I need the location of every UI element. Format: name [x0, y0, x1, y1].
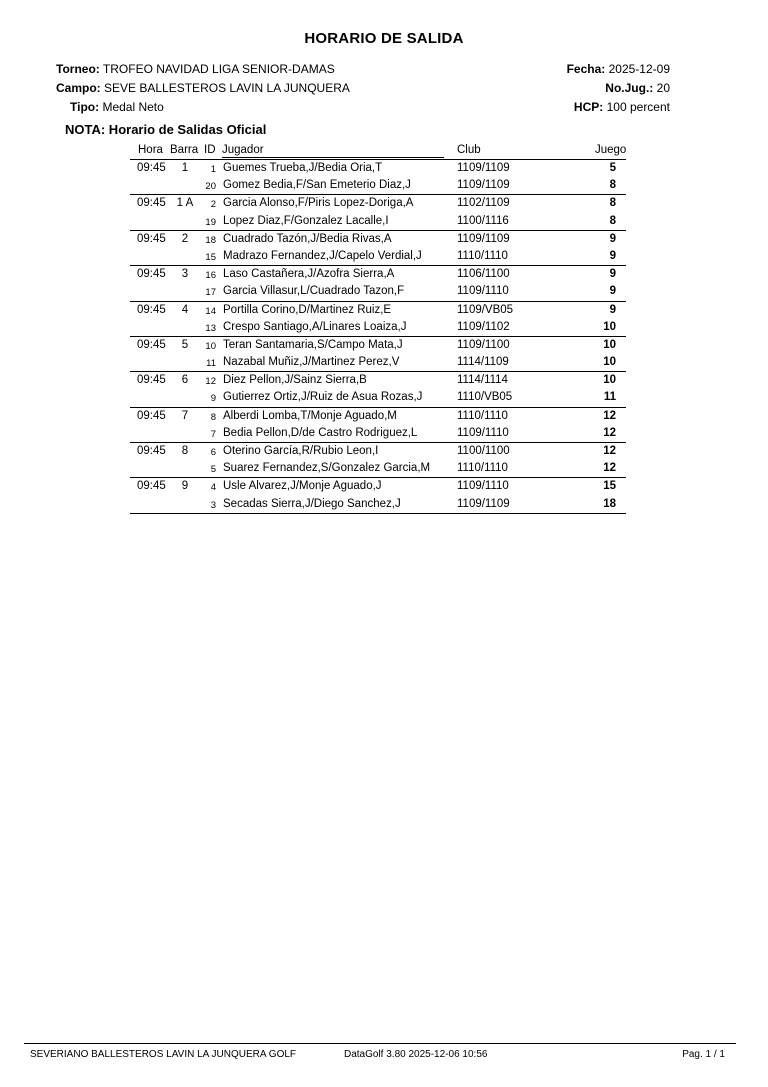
club-cell: 1110/1110 [457, 462, 508, 475]
barra-cell: 1 [181, 162, 189, 174]
id-cell: 4 [210, 482, 216, 494]
nojug-value: 20 [656, 81, 670, 95]
juego-cell: 9 [609, 232, 616, 245]
juego-cell: 10 [603, 338, 616, 351]
tee-group [130, 407, 626, 442]
jugador-cell: Garcia Alonso,F/Piris Lopez-Doriga,A [223, 197, 414, 210]
table-row [130, 389, 626, 406]
campo-line [56, 81, 350, 95]
header-hora: Hora [138, 144, 163, 156]
club-cell: 1109/1102 [457, 320, 510, 333]
juego-cell: 9 [609, 249, 616, 262]
juego-cell: 15 [603, 480, 616, 493]
jugador-cell: Suarez Fernandez,S/Gonzalez Garcia,M [223, 462, 431, 475]
table-row [130, 372, 626, 389]
juego-cell: 9 [609, 268, 616, 281]
club-cell: 1110/1110 [457, 409, 508, 422]
table-body [130, 159, 626, 514]
id-cell: 18 [205, 234, 216, 246]
tee-times-table [130, 143, 626, 514]
table-row [130, 266, 626, 283]
juego-cell: 8 [609, 214, 616, 227]
header-id: ID [204, 144, 216, 156]
hora-cell: 09:45 [137, 374, 166, 387]
juego-cell: 11 [603, 391, 616, 404]
id-cell: 13 [205, 322, 216, 334]
jugador-cell: Oterino García,R/Rubio Leon,I [223, 445, 379, 457]
jugador-cell: Laso Castañera,J/Azofra Sierra,A [223, 268, 395, 281]
table-row [130, 496, 626, 513]
id-cell: 10 [205, 340, 216, 352]
jugador-cell: Gutierrez Ortiz,J/Ruiz de Asua Rozas,J [223, 391, 423, 404]
jugador-cell: Gomez Bedia,F/San Emeterio Diaz,J [223, 179, 411, 192]
table-row [130, 354, 626, 371]
nojug-label: No.Jug.: [605, 81, 654, 95]
club-cell: 1109/1109 [457, 232, 510, 245]
juego-cell: 12 [603, 426, 616, 439]
id-cell: 5 [210, 464, 216, 476]
jugador-cell: Usle Alvarez,J/Monje Aguado,J [223, 480, 382, 493]
juego-cell: 12 [603, 445, 616, 457]
nojug-line [605, 81, 670, 95]
jugador-cell: Alberdi Lomba,T/Monje Aguado,M [223, 409, 397, 422]
id-cell: 11 [206, 358, 216, 370]
id-cell: 14 [205, 305, 216, 317]
table-row [130, 160, 626, 177]
jugador-cell: Secadas Sierra,J/Diego Sanchez,J [223, 497, 401, 510]
jugador-cell: Garcia Villasur,L/Cuadrado Tazon,F [223, 285, 405, 298]
table-row [130, 248, 626, 265]
barra-cell: 3 [181, 268, 189, 281]
id-cell: 1 [210, 164, 216, 175]
page-title: HORARIO DE SALIDA [304, 30, 464, 47]
juego-cell: 10 [603, 374, 616, 387]
footer-divider [24, 1043, 736, 1044]
club-cell: 1114/1109 [457, 356, 509, 369]
hora-cell: 09:45 [137, 197, 166, 210]
table-row [130, 195, 626, 212]
table-row [130, 408, 626, 425]
club-cell: 1110/1110 [457, 249, 508, 262]
barra-cell: 8 [181, 445, 189, 457]
table-row [130, 177, 626, 194]
juego-cell: 18 [603, 497, 616, 510]
table-row [130, 478, 626, 495]
hcp-line [574, 100, 670, 114]
table-row [130, 425, 626, 442]
tee-group [130, 477, 626, 513]
club-cell: 1109/1109 [457, 179, 510, 192]
jugador-cell: Crespo Santiago,A/Linares Loaiza,J [223, 320, 407, 333]
footer-club-name: SEVERIANO BALLESTEROS LAVIN LA JUNQUERA GOLF [30, 1049, 297, 1060]
jugador-cell: Cuadrado Tazón,J/Bedia Rivas,A [223, 232, 392, 245]
hcp-value: 100 percent [606, 100, 670, 114]
barra-cell: 1 A [176, 197, 194, 210]
header-club: Club [457, 144, 481, 156]
jugador-cell: Portilla Corino,D/Martinez Ruiz,E [223, 303, 392, 316]
fecha-line [567, 62, 670, 76]
fecha-value: 2025-12-09 [608, 62, 670, 76]
tee-group [130, 442, 626, 477]
jugador-cell: Guemes Trueba,J/Bedia Oria,T [223, 162, 383, 174]
club-cell: 1109/1109 [457, 162, 510, 174]
club-cell: 1109/VB05 [457, 303, 514, 316]
jugador-cell: Bedia Pellon,D/de Castro Rodriguez,L [223, 426, 418, 439]
barra-cell: 5 [181, 338, 189, 351]
juego-cell: 9 [609, 303, 616, 316]
club-cell: 1100/1100 [457, 445, 510, 457]
header-jugador: Jugador [222, 144, 264, 156]
table-row [130, 283, 626, 300]
jugador-cell: Nazabal Muñiz,J/Martinez Perez,V [223, 356, 400, 369]
id-cell: 2 [210, 199, 216, 211]
campo-value: SEVE BALLESTEROS LAVIN LA JUNQUERA [104, 81, 350, 95]
hora-cell: 09:45 [137, 338, 166, 351]
barra-cell: 7 [181, 409, 189, 422]
barra-cell: 9 [181, 480, 189, 493]
juego-cell: 8 [609, 179, 616, 192]
juego-cell: 5 [609, 162, 616, 174]
id-cell: 8 [210, 411, 216, 423]
barra-cell: 6 [181, 374, 189, 387]
id-cell: 17 [205, 287, 216, 299]
club-cell: 1109/1110 [457, 285, 509, 298]
tee-group [130, 301, 626, 336]
fecha-label: Fecha: [566, 62, 606, 76]
hcp-label: HCP: [573, 100, 604, 114]
id-cell: 16 [205, 270, 216, 282]
tee-group [130, 230, 626, 265]
barra-cell: 4 [181, 303, 189, 316]
tee-group [130, 194, 626, 229]
hora-cell: 09:45 [137, 268, 166, 281]
jugador-cell: Madrazo Fernandez,J/Capelo Verdial,J [223, 249, 422, 262]
hora-cell: 09:45 [137, 162, 166, 174]
table-row [130, 231, 626, 248]
club-cell: 1109/1110 [457, 480, 509, 493]
torneo-value: TROFEO NAVIDAD LIGA SENIOR-DAMAS [102, 62, 335, 76]
juego-cell: 12 [603, 462, 616, 475]
tipo-value: Medal Neto [102, 100, 164, 114]
header-underline [222, 157, 444, 158]
id-cell: 9 [210, 393, 216, 405]
campo-label: Campo: [56, 81, 101, 95]
juego-cell: 9 [609, 285, 616, 298]
club-cell: 1109/1100 [457, 338, 510, 351]
id-cell: 12 [205, 376, 216, 388]
id-cell: 7 [210, 428, 216, 440]
juego-cell: 8 [609, 197, 616, 210]
club-cell: 1100/1116 [457, 214, 509, 227]
tipo-label: Tipo: [70, 100, 100, 114]
table-header [130, 143, 626, 159]
tee-group [130, 371, 626, 406]
hora-cell: 09:45 [137, 409, 166, 422]
jugador-cell: Lopez Diaz,F/Gonzalez Lacalle,I [223, 214, 389, 227]
club-cell: 1106/1100 [457, 268, 510, 281]
jugador-cell: Teran Santamaria,S/Campo Mata,J [223, 338, 403, 351]
club-cell: 1109/1110 [457, 426, 509, 439]
header-juego: Juego [595, 144, 627, 156]
hora-cell: 09:45 [137, 303, 166, 316]
nota-heading: NOTA: Horario de Salidas Oficial [65, 122, 267, 137]
id-cell: 15 [205, 251, 216, 263]
jugador-cell: Diez Pellon,J/Sainz Sierra,B [223, 374, 367, 387]
header-barra: Barra [170, 144, 199, 156]
tee-group [130, 159, 626, 194]
footer-software: DataGolf 3.80 2025-12-06 10:56 [344, 1049, 488, 1060]
torneo-line [56, 62, 335, 76]
hora-cell: 09:45 [137, 445, 166, 457]
torneo-label: Torneo: [56, 62, 100, 76]
id-cell: 6 [210, 447, 216, 458]
tee-group [130, 265, 626, 300]
tipo-line [70, 100, 164, 114]
hora-cell: 09:45 [137, 480, 166, 493]
table-row [130, 337, 626, 354]
juego-cell: 10 [603, 320, 616, 333]
club-cell: 1109/1109 [457, 497, 510, 510]
id-cell: 3 [210, 499, 216, 511]
juego-cell: 12 [603, 409, 616, 422]
club-cell: 1114/1114 [457, 374, 508, 387]
table-row [130, 443, 626, 460]
juego-cell: 10 [603, 356, 616, 369]
table-row [130, 460, 626, 477]
club-cell: 1110/VB05 [457, 391, 513, 404]
id-cell: 19 [205, 216, 216, 228]
table-row [130, 319, 626, 336]
footer-page-number: Pag. 1 / 1 [682, 1049, 725, 1060]
tee-group [130, 336, 626, 371]
barra-cell: 2 [181, 232, 189, 245]
table-row [130, 213, 626, 230]
id-cell: 20 [205, 181, 216, 193]
hora-cell: 09:45 [137, 232, 166, 245]
table-row [130, 302, 626, 319]
club-cell: 1102/1109 [457, 197, 510, 210]
